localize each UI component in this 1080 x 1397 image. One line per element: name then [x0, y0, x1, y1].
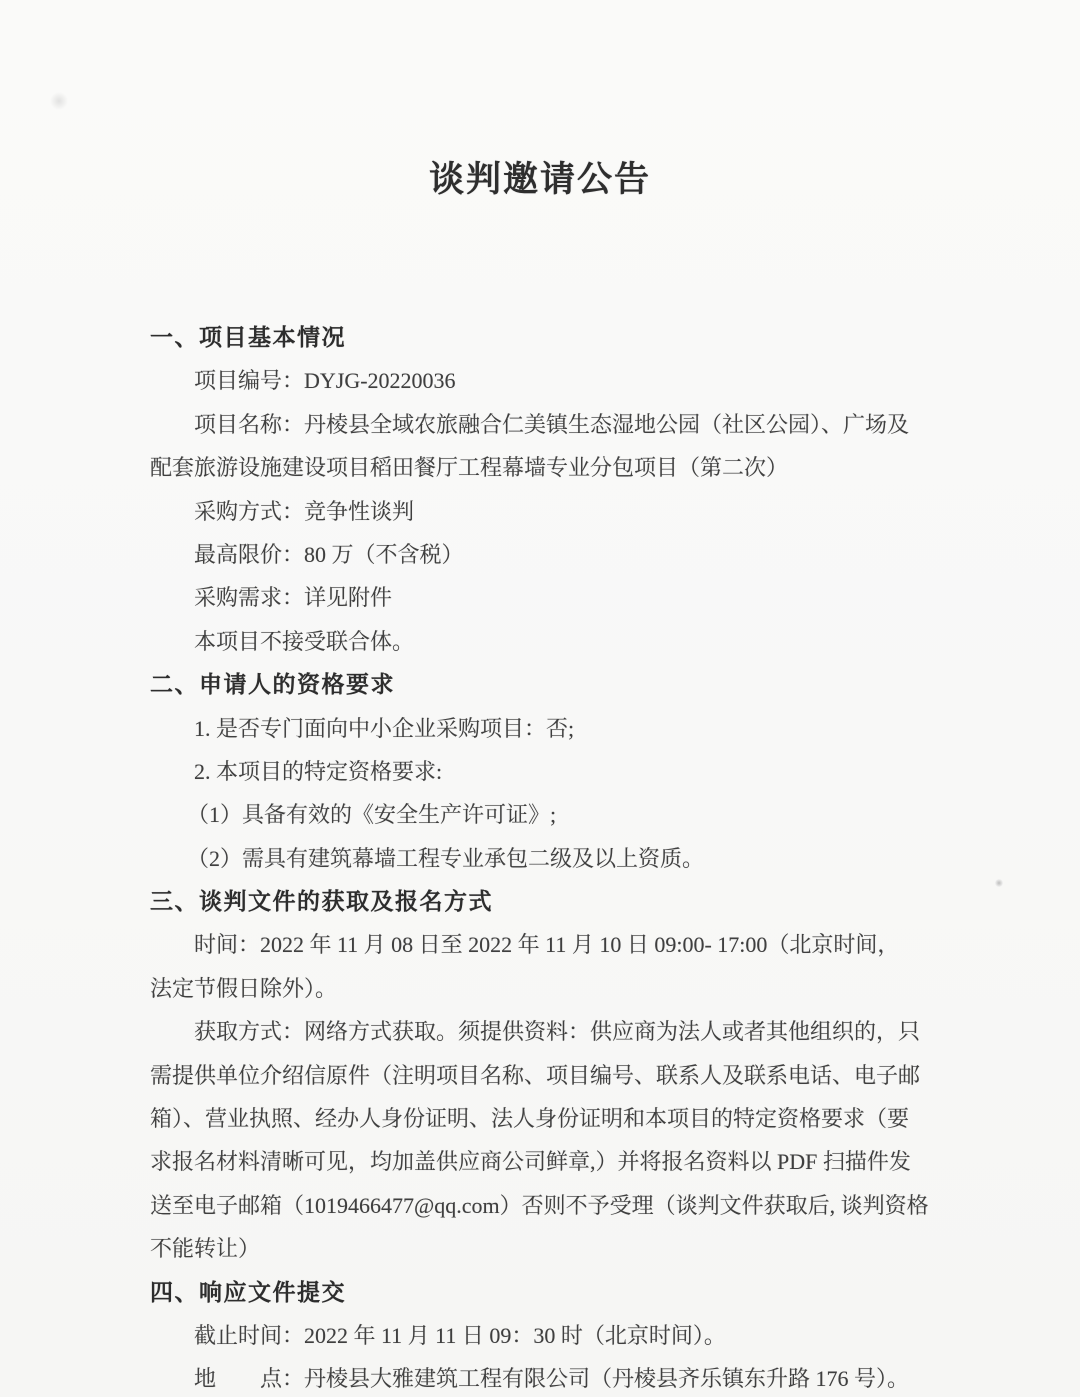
doc-line: 配套旅游设施建设项目稻田餐厅工程幕墙专业分包项目（第二次）	[150, 455, 789, 481]
scan-artifact	[995, 879, 1003, 887]
doc-line: 采购需求：详见附件	[194, 585, 393, 611]
doc-line: 不能转让）	[150, 1236, 261, 1262]
doc-line: 需提供单位介绍信原件（注明项目名称、项目编号、联系人及联系电话、电子邮	[150, 1062, 921, 1088]
section-heading: 二、申请人的资格要求	[150, 671, 395, 698]
doc-line: 求报名材料清晰可见，均加盖供应商公司鲜章,）并将报名资料以 PDF 扫描件发	[150, 1149, 911, 1175]
doc-line: 项目名称：丹棱县全域农旅融合仁美镇生态湿地公园（社区公园）、广场及	[194, 411, 910, 437]
doc-line: （2）需具有建筑幕墙工程专业承包二级及以上资质。	[187, 845, 705, 871]
doc-line: 送至电子邮箱（1019466477@qq.com）否则不予受理（谈判文件获取后, 谈判资格	[150, 1192, 929, 1218]
doc-line: 1. 是否专门面向中小企业采购项目：否;	[194, 715, 575, 741]
doc-line: 采购方式：竞争性谈判	[194, 498, 415, 524]
doc-line: 截止时间：2022 年 11 月 11 日 09：30 时（北京时间）。	[194, 1322, 726, 1348]
doc-line: 获取方式：网络方式获取。须提供资料：供应商为法人或者其他组织的，只	[194, 1019, 921, 1045]
document-body	[0, 316, 950, 1397]
doc-line: 箱）、营业执照、经办人身份证明、法人身份证明和本项目的特定资格要求（要	[150, 1106, 910, 1132]
doc-line: 时间：2022 年 11 月 08 日至 2022 年 11 月 10 日 09:00- 17:00（北京时间，	[194, 932, 900, 958]
doc-line: 本项目不接受联合体。	[194, 628, 415, 654]
doc-line: 2. 本项目的特定资格要求:	[194, 758, 443, 784]
section-heading: 三、谈判文件的获取及报名方式	[150, 888, 493, 915]
document-title: 谈判邀请公告	[428, 160, 651, 199]
doc-line: 最高限价：80 万（不含税）	[194, 541, 464, 567]
doc-line: 地 点：丹棱县大雅建筑工程有限公司（丹棱县齐乐镇东升路 176 号）。	[194, 1366, 910, 1392]
section-heading: 一、项目基本情况	[150, 324, 346, 350]
doc-line: 法定节假日除外）。	[150, 975, 338, 1001]
doc-line: （1）具备有效的《安全生产许可证》;	[187, 802, 557, 828]
doc-line: 项目编号：DYJG-20220036	[194, 368, 456, 394]
section-heading: 四、响应文件提交	[150, 1278, 346, 1305]
